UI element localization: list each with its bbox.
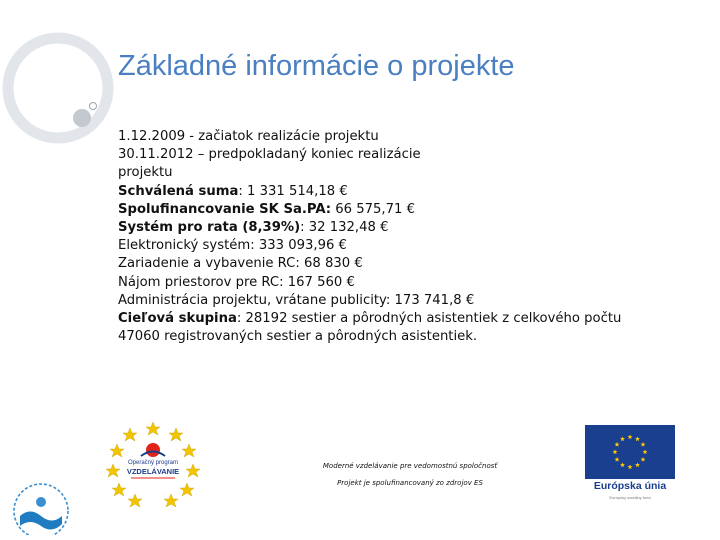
info-line: Cieľová skupina: 28192 sestier a pôrodných asistentiek z celkového počtu <box>118 311 622 327</box>
op-logo-line1: Operačný program <box>127 460 179 466</box>
info-line: Systém pro rata (8,39%): 32 132,48 € <box>118 220 389 236</box>
project-info <box>118 128 698 346</box>
page-title: Základné informácie o projekte <box>118 50 515 82</box>
footer-caption-modern-education: Moderné vzdelávanie pre vedomostnú spoločnosť <box>322 462 498 470</box>
op-logo-line2: VZDELÁVANIE <box>126 467 180 476</box>
info-line: 30.11.2012 – predpokladaný koniec realizácie <box>118 147 421 163</box>
op-vzdelavanie-logo <box>105 420 205 510</box>
info-line: Elektronický systém: 333 093,96 € <box>118 238 347 254</box>
info-line: 1.12.2009 - začiatok realizácie projektu <box>118 129 379 144</box>
info-line: Nájom priestorov pre RC: 167 560 € <box>118 274 355 290</box>
info-line: Administrácia projektu, vrátane publicity: 173 741,8 € <box>118 292 475 308</box>
info-line: Zariadenie a vybavenie RC: 68 830 € <box>118 256 363 272</box>
info-line: 47060 registrovaných sestier a pôrodných asistentiek. <box>118 329 478 345</box>
eu-label: Európska únia <box>593 480 667 492</box>
eu-sublabel: Európsky sociálny fond <box>609 495 651 500</box>
decorative-rings <box>0 0 130 220</box>
info-line: projektu <box>118 165 173 181</box>
info-line: Schválená suma: 1 331 514,18 € <box>118 183 348 199</box>
footer-caption-cofinanced: Projekt je spolufinancovaný zo zdrojov ES <box>337 479 483 487</box>
water-emblem-logo <box>10 480 72 535</box>
info-line: Spolufinancovanie SK Sa.PA: 66 575,71 € <box>118 201 415 217</box>
eu-flag-icon <box>585 425 675 479</box>
